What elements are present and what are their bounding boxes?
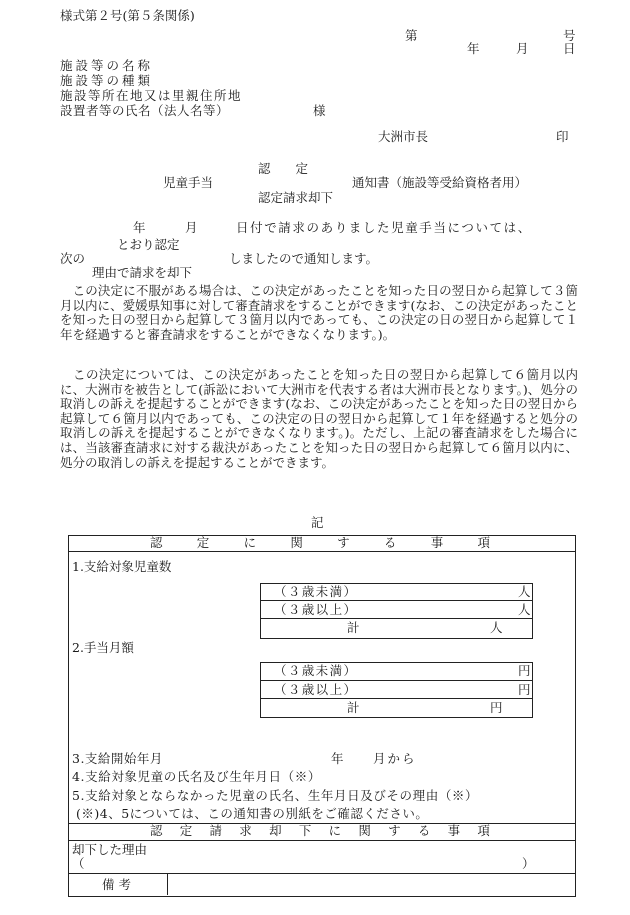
date-day: 日	[563, 41, 576, 56]
amount-under3-unit: 円	[518, 663, 531, 678]
item4-label: 4.支給対象児童の氏名及び生年月日（※）	[72, 769, 321, 784]
reject-reason-label: 却下した理由	[72, 842, 148, 857]
issuer-name: 大洲市長	[378, 129, 429, 144]
document-number-suffix: 号	[563, 28, 576, 43]
approval-table-header: 認 定 に 関 す る 事 項	[150, 535, 490, 550]
appeal-paragraph-1: この決定に不服がある場合は、この決定があったことを知った日の翌日から起算して３箇月以内に、愛媛県知事に対して審査請求をすることができます(なお、この決定があったことを知った日の翌日から起算して３箇月以内であっても、この決定の日の翌日から起算して１年を経過すると審査請求をすることができなくなります。)。	[60, 283, 578, 342]
amount-under3-label: （ ３ 歳 未 満 ）	[274, 663, 356, 678]
amount-over3-unit: 円	[518, 682, 531, 697]
child-count-total-label: 計	[347, 620, 360, 635]
facility-address-label: 施設等所在地又は里親住所地	[60, 88, 243, 103]
notice-line-1: 日付で請求のありました児童手当については、	[236, 220, 532, 235]
notice-option-approve: とおり認定	[117, 237, 180, 252]
facility-type-label: 施設等の種類	[60, 73, 154, 88]
notice-prefix: 次の	[60, 251, 86, 266]
item3-year: 年	[331, 751, 344, 766]
item1-label: 1.支給対象児童数	[72, 559, 172, 574]
reject-reason-paren-close: ）	[522, 856, 535, 871]
facility-name-label: 施設等の名称	[60, 58, 154, 73]
child-count-over3-label: （ ３ 歳 以 上 ）	[274, 602, 356, 617]
honorific: 様	[313, 103, 326, 118]
date-month: 月	[516, 41, 529, 56]
header-divider	[68, 551, 575, 552]
title-option-approve: 認 定	[258, 161, 309, 176]
child-count-total-unit: 人	[490, 620, 503, 635]
establisher-label: 設置者等の氏名（法人名等）	[60, 103, 230, 118]
title-right: 通知書（施設等受給資格者用）	[352, 175, 528, 190]
reject-reason-paren-open: （	[72, 856, 85, 871]
title-option-reject: 認定請求却下	[258, 190, 334, 205]
amount-over3-label: （ ３ 歳 以 上 ）	[274, 682, 356, 697]
remarks-label: 備考	[102, 877, 136, 892]
amount-total-unit: 円	[490, 700, 503, 715]
item3-label: 3.支給開始年月	[72, 751, 163, 766]
notice-year: 年	[133, 220, 146, 235]
date-year: 年	[467, 41, 480, 56]
title-left: 児童手当	[163, 175, 214, 190]
item5-label: 5.支給対象とならなかった児童の氏名、生年月日及びその理由（※）	[72, 788, 479, 803]
ki-heading: 記	[311, 515, 324, 530]
child-count-under3-label: （ ３ 歳 未 満 ）	[274, 584, 356, 599]
reject-section-header: 認 定 請 求 却 下 に 関 す る 事 項	[150, 823, 490, 838]
item2-label: 2.手当月額	[72, 640, 134, 655]
appeal-paragraph-2: この決定については、この決定があったことを知った日の翌日から起算して６箇月以内に、大洲市を被告として(訴訟において大洲市を代表する者は大洲市長となります。)、処分の取消しの訴えを提起することができます(なお、この決定があったことを知った日の翌日から起算して６箇月以内であっても、この決定の日の翌日から起算して１年を経過すると処分の取消しの訴えを提起することができなくなります。)。ただし、上記の審査請求をした場合には、当該審査請求に対する裁決があったことを知った日の翌日から起算して６箇月以内に、処分の取消しの訴えを提起することができます。	[60, 367, 578, 470]
child-count-over3-unit: 人	[518, 602, 531, 617]
seal-mark: 印	[556, 129, 569, 144]
form-number: 様式第２号(第５条関係)	[60, 8, 195, 23]
attachment-note: (※)4、5については、この通知書の別紙をご確認ください。	[76, 806, 429, 821]
item3-month: 月から	[373, 751, 417, 766]
child-count-under3-unit: 人	[518, 584, 531, 599]
document-number-prefix: 第	[405, 28, 418, 43]
amount-total-label: 計	[347, 700, 360, 715]
notice-month: 月	[185, 220, 198, 235]
notice-option-reject: 理由で請求を却下	[92, 265, 193, 280]
notice-suffix: しましたので通知します。	[229, 251, 379, 266]
